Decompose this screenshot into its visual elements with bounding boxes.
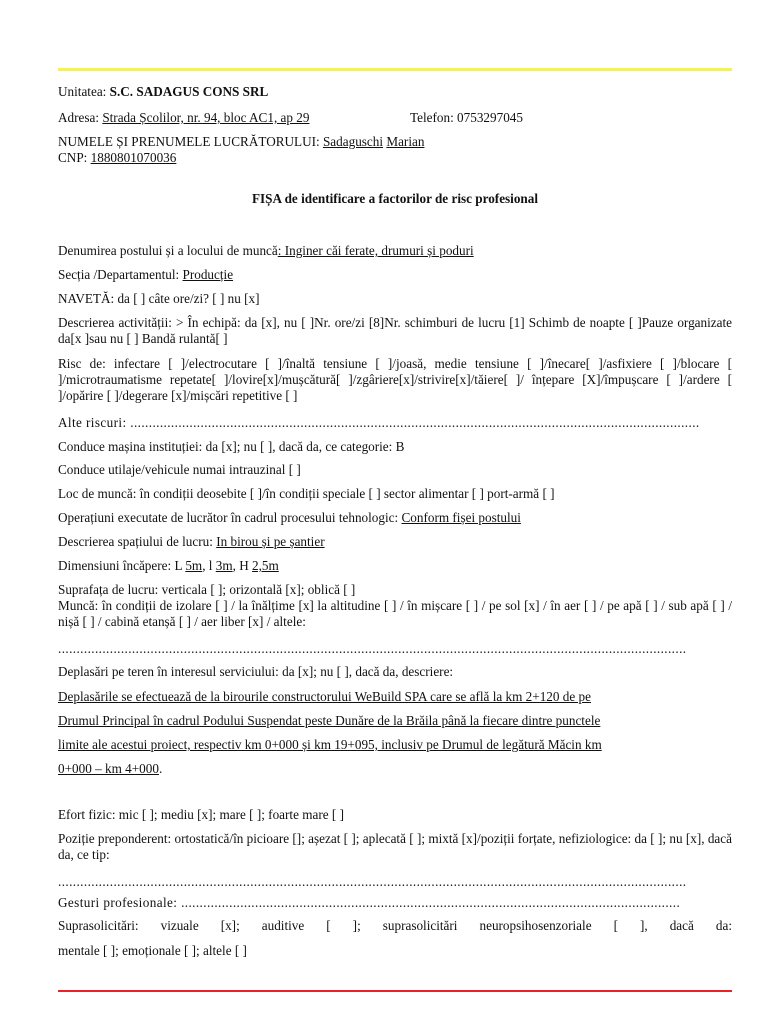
travel-line: Deplasări pe teren în interesul serviciului: da [x]; nu [ ], dacă da, descriere:	[58, 664, 454, 679]
cnp-line	[58, 150, 732, 166]
travel-description-4-end: .	[158, 761, 163, 776]
bottom-rule	[58, 990, 732, 992]
drives-equipment-line: Conduce utilaje/vehicule numai intrauzinal [ ]	[58, 462, 301, 477]
section-line	[58, 267, 732, 283]
risk-list: Risc de: infectare [ ]/electrocutare [ ]/înaltă tensiune [ ]/joasă, medie tensiune [ ]/înecare[ ]/asfixiere [ ]/blocare [ ]/microtraumatisme repetate[ ]/lovire[x]/mușcătură[ ]/zgâriere[x]/strivire[x]/tăiere[ ]/ înțepare [X]/împușcare [ ]/ardere [ ]/opărire [ ]/degerare [x]/mișcări repetitive [ ]	[58, 356, 732, 403]
address-value: Strada Școlilor, nr. 94, bloc AC1, ap 29	[102, 110, 310, 125]
operations-label: Operațiuni executate de lucrător în cadrul procesului tehnologic:	[58, 510, 402, 525]
gestures-label: Gesturi profesionale:	[58, 895, 182, 910]
travel-description-3: limite ale acestui proiect, respectiv km 0+000 și km 19+095, inclusiv pe Drumul de legătură Măcin km	[58, 737, 602, 752]
phone-label: Telefon:	[410, 110, 458, 125]
worker-line	[58, 134, 732, 150]
workplace-line: Loc de muncă: în condiții deosebite [ ]/în condiții speciale [ ] sector alimentar [ ] port-armă [ ]	[58, 486, 555, 501]
position-line: Poziție preponderent: ortostatică/în picioare []; așezat [ ]; aplecată [ ]; mixtă [x]/poziții forțate, nefiziologice: da [ ]; nu [x], dacă da, ce tip:	[58, 831, 732, 862]
work-conditions: Muncă: în condiții de izolare [ ] / la înălțime [x] la altitudine [ ] / în mișcare [ ] / pe sol [x] / în aer [ ] / pe apă [ ] / sub apă [ ] / nișă [ ] / cabină etanșă [ ] / aer liber [x] / altele:	[58, 598, 732, 629]
worker-surname: Sadaguschi	[322, 134, 384, 149]
effort-line: Efort fizic: mic [ ]; mediu [x]; mare [ ]; foarte mare [ ]	[58, 807, 344, 822]
dimension-height: 2,5m	[252, 558, 279, 573]
phone-value: 0753297045	[457, 110, 523, 125]
dimensions-line	[58, 558, 732, 574]
space-label: Descrierea spațiului de lucru:	[58, 534, 217, 549]
unit-name: S.C. SADAGUS CONS SRL	[109, 84, 269, 99]
space-value: In birou și pe șantier	[216, 534, 325, 549]
post-label: Denumirea postului și a locului de muncă	[58, 243, 278, 258]
overload-line-2: mentale [ ]; emoționale [ ]; altele [ ]	[58, 943, 247, 958]
operations-value: Conform fișei postului	[401, 510, 521, 525]
travel-description-2: Drumul Principal în cadrul Podului Suspendat peste Dunăre de la Brăila până la fiecare dintre punctele	[58, 713, 601, 728]
dotted-line: ..........................................................................................................................................................................	[58, 874, 687, 889]
drives-car-line: Conduce mașina instituției: da [x]; nu [ ], dacă da, ce categorie: B	[58, 439, 405, 454]
naveta-line: NAVETĂ: da [ ] câte ore/zi? [ ] nu [x]	[58, 291, 260, 306]
other-risks-line	[58, 415, 732, 431]
space-line	[58, 534, 732, 550]
other-risks-label: Alte riscuri:	[58, 415, 131, 430]
section-value: Producție	[182, 267, 234, 282]
dimension-sep: , H	[232, 558, 253, 573]
unit-line	[58, 84, 732, 100]
phone-line	[410, 110, 610, 126]
cnp-label: CNP:	[58, 150, 91, 165]
dimension-sep: , l	[202, 558, 216, 573]
activity-description: Descrierea activității: > În echipă: da [x], nu [ ]Nr. ore/zi [8]Nr. schimburi de lucru [1] Schimb de noapte [ ]Pauze organizate da[x ]sau nu [ ] Bandă rulantă[ ]	[58, 315, 732, 346]
post-value: : Inginer căi ferate, drumuri și poduri	[277, 243, 474, 258]
surface-line: Suprafața de lucru: verticala [ ]; orizontală [x]; oblică [ ]	[58, 582, 356, 597]
dimensions-label: Dimensiuni încăpere: L	[58, 558, 186, 573]
top-rule	[58, 68, 732, 71]
unit-label: Unitatea:	[58, 84, 110, 99]
travel-description-4	[58, 761, 732, 777]
dotted-line: ..........................................................................................................................................................................	[58, 641, 687, 656]
post-line	[58, 243, 732, 259]
worker-label: NUMELE ȘI PRENUMELE LUCRĂTORULUI:	[58, 134, 323, 149]
dimension-width: 3m	[215, 558, 233, 573]
gestures-line	[58, 895, 732, 911]
gestures-dots: .......................................................................................................................................	[181, 895, 681, 910]
other-risks-dots: ..........................................................................................................................................................	[130, 415, 700, 430]
cnp-value: 1880801070036	[90, 150, 177, 165]
worker-firstname: Marian	[386, 134, 425, 149]
travel-description-4-text: 0+000 – km 4+000	[58, 761, 159, 776]
dimension-length: 5m	[185, 558, 203, 573]
travel-description-1: Deplasările se efectuează de la birourile constructorului WeBuild SPA care se află la km 2+120 de pe	[58, 689, 591, 704]
overload-line-1: Suprasolicitări: vizuale [x]; auditive [ ]; suprasolicitări neuropsihosenzoriale [ ], dacă da:	[58, 918, 732, 933]
address-label: Adresa:	[58, 110, 103, 125]
section-label: Secția /Departamentul:	[58, 267, 183, 282]
document-title: FIȘA de identificare a factorilor de risc profesional	[251, 191, 539, 206]
address-line	[58, 110, 732, 126]
operations-line	[58, 510, 732, 526]
